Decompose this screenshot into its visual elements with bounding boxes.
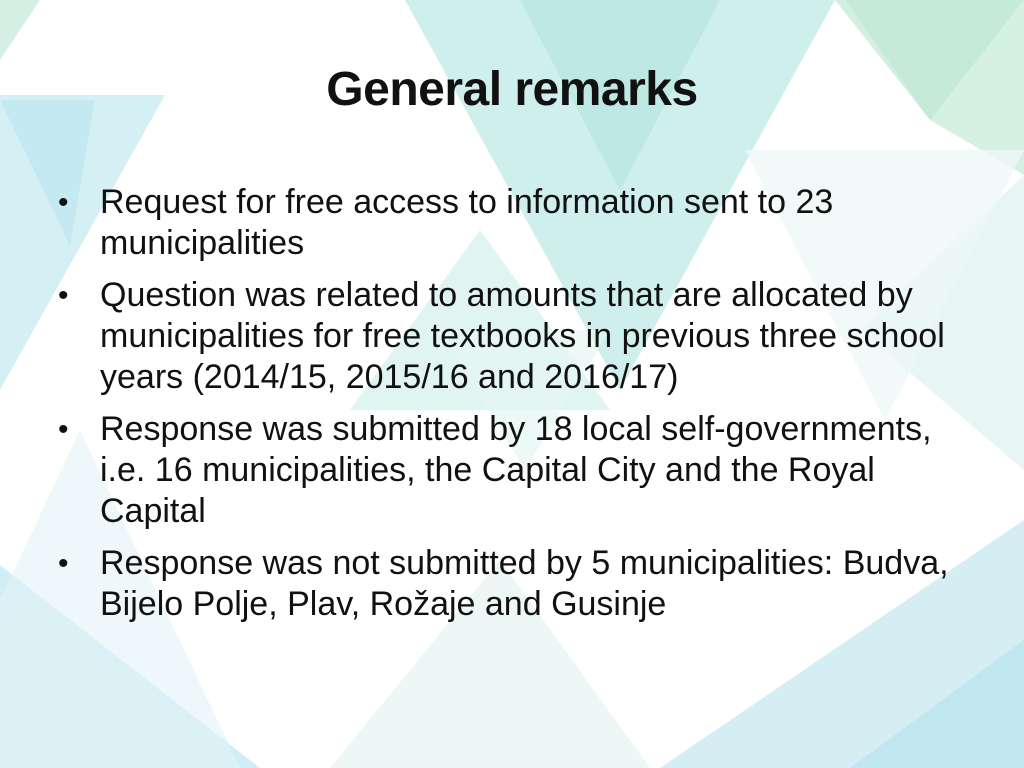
bullet-dot-icon: • [58, 279, 69, 312]
bullet-dot-icon: • [58, 413, 69, 446]
bullet-item [52, 409, 972, 532]
bullet-text: Question was related to amounts that are allocated by municipalities for free textbooks in previous three school years (2014/15, 2015/16 and 2016/17) [100, 276, 945, 396]
bullet-dot-icon: • [58, 547, 69, 580]
bullet-dot-icon: • [58, 186, 69, 219]
bullet-item [52, 182, 972, 264]
bullet-text: Response was not submitted by 5 municipalities: Budva, Bijelo Polje, Plav, Rožaje and Gusinje [100, 544, 949, 623]
bullet-item [52, 275, 972, 398]
bullet-list [52, 182, 972, 636]
slide-title: General remarks [326, 63, 698, 116]
bullet-item [52, 543, 972, 625]
bullet-text: Request for free access to information sent to 23 municipalities [100, 183, 834, 262]
bullet-text: Response was submitted by 18 local self-governments, i.e. 16 municipalities, the Capital City and the Royal Capital [100, 410, 932, 530]
